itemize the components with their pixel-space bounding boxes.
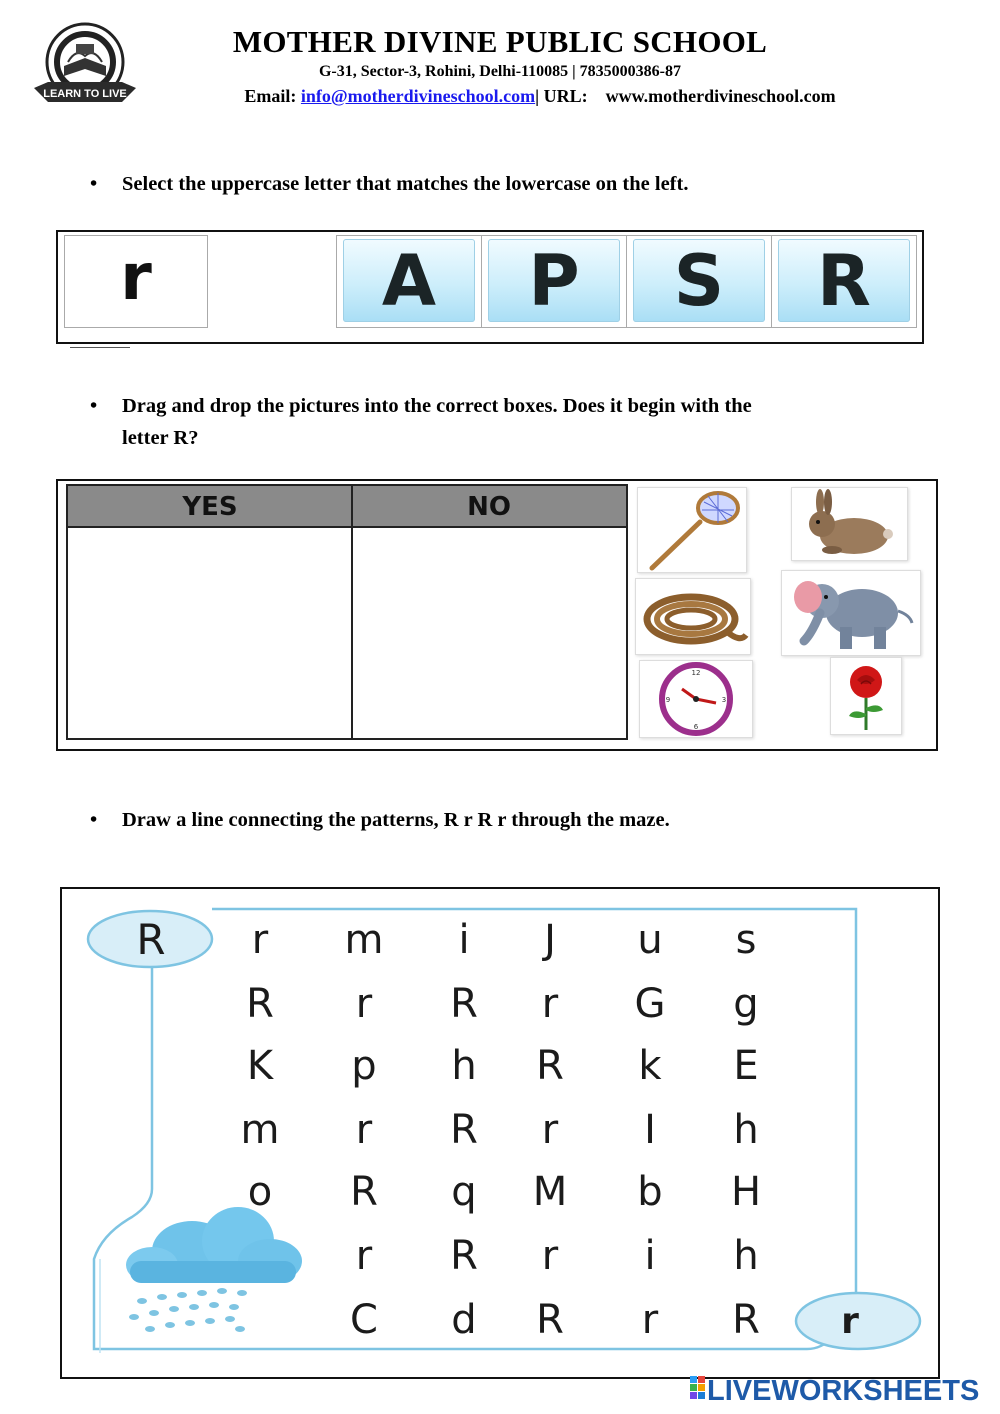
instruction-1-text: Select the uppercase letter that matches the lowercase on the left.: [122, 173, 689, 195]
maze-cell-letter: R: [246, 981, 274, 1027]
instruction-3: [90, 804, 890, 836]
bullet: •: [90, 173, 98, 195]
maze-cell-letter: h: [451, 1043, 477, 1089]
maze-cell-letter: q: [451, 1169, 477, 1215]
school-logo: [30, 22, 140, 110]
maze-cell-letter: r: [251, 917, 269, 963]
maze-cell-letter: R: [732, 1297, 760, 1343]
lowercase-letter-box: r: [64, 235, 208, 328]
option-slot-4: [771, 235, 917, 328]
liveworksheets-logo-icon: [690, 1376, 705, 1399]
maze-cell-letter: R: [450, 1107, 478, 1153]
svg-text:6: 6: [693, 723, 699, 731]
maze-cell-letter: r: [541, 981, 559, 1027]
option-p-button[interactable]: P: [488, 239, 620, 322]
maze-cell-letter: u: [637, 917, 663, 963]
maze-cell-letter: b: [637, 1169, 663, 1215]
maze-cell-letter: M: [532, 1169, 568, 1215]
net-icon[interactable]: [637, 487, 747, 573]
maze-path: [62, 889, 938, 1377]
svg-text:12: 12: [691, 669, 701, 677]
svg-text:9: 9: [665, 696, 671, 704]
maze-cell-letter: p: [351, 1043, 377, 1089]
instruction-2: [90, 390, 890, 454]
maze-cell-letter: s: [735, 917, 757, 963]
option-s-button[interactable]: S: [633, 239, 765, 322]
maze-end-letter: r: [841, 1301, 859, 1342]
clock-icon[interactable]: [639, 660, 753, 738]
maze-cell-letter: R: [450, 981, 478, 1027]
option-slot-2: [481, 235, 627, 328]
maze-cell-letter: r: [541, 1107, 559, 1153]
liveworksheets-brand: [690, 1372, 990, 1408]
maze-cell-letter: G: [634, 981, 666, 1027]
maze-cell-letter: J: [544, 917, 556, 963]
option-slot-3: [626, 235, 772, 328]
maze-cell-letter: r: [541, 1233, 559, 1279]
instruction-2-line1: Drag and drop the pictures into the correct boxes. Does it begin with the: [122, 395, 752, 417]
instruction-1: [90, 168, 890, 200]
yes-column-header: YES: [68, 486, 352, 528]
maze-cell-letter: K: [246, 1043, 274, 1089]
maze-cell-letter: I: [644, 1107, 656, 1153]
option-slot-1: [336, 235, 482, 328]
maze-cell-letter: R: [536, 1043, 564, 1089]
bullet: •: [90, 809, 98, 831]
svg-text:3: 3: [721, 696, 727, 704]
maze-cell-letter: d: [451, 1297, 477, 1343]
maze-cell-letter: E: [733, 1043, 759, 1089]
no-drop-zone[interactable]: [353, 528, 626, 738]
maze-cell-letter: r: [355, 1233, 373, 1279]
divider: [70, 347, 130, 348]
maze-cell-letter: g: [733, 981, 759, 1027]
maze-cell-letter: C: [350, 1297, 378, 1343]
maze-cell-letter: R: [536, 1297, 564, 1343]
maze-cell-letter: H: [730, 1169, 762, 1215]
no-column-header: NO: [352, 486, 626, 528]
rabbit-icon[interactable]: [791, 487, 908, 561]
maze-cell-letter: o: [247, 1169, 273, 1215]
instruction-3-text: Draw a line connecting the patterns, R r R r through the maze.: [122, 809, 670, 831]
maze-cell-letter: r: [355, 1107, 373, 1153]
yes-drop-zone[interactable]: [68, 528, 351, 738]
maze-cell-letter: m: [344, 917, 384, 963]
elephant-icon[interactable]: [781, 570, 921, 656]
maze-cell-letter: R: [450, 1233, 478, 1279]
school-name: MOTHER DIVINE PUBLIC SCHOOL: [232, 24, 768, 59]
rope-icon[interactable]: [635, 578, 751, 655]
maze-cell-letter: i: [644, 1233, 656, 1279]
instruction-2-line2: letter R?: [122, 427, 199, 449]
option-a-button[interactable]: A: [343, 239, 475, 322]
maze-cell-letter: r: [641, 1297, 659, 1343]
logo-ribbon-text: LEARN TO LIVE: [43, 88, 127, 100]
email-link[interactable]: info@motherdivineschool.com: [300, 86, 536, 106]
school-address: G-31, Sector-3, Rohini, Delhi-110085 | 7835000386-87: [318, 63, 682, 80]
maze-cell-letter: r: [355, 981, 373, 1027]
maze-cell-letter: R: [350, 1169, 378, 1215]
email-label: Email:: [244, 86, 297, 106]
url-text: www.motherdivineschool.com: [605, 86, 836, 106]
maze-cell-letter: h: [733, 1107, 759, 1153]
bullet: •: [90, 395, 98, 417]
rain-cloud-icon: [126, 1207, 302, 1332]
brand-text: LIVEWORKSHEETS: [707, 1375, 980, 1407]
sorting-table: [66, 484, 628, 740]
maze-start-letter: R: [136, 915, 166, 964]
maze-cell-letter: i: [458, 917, 470, 963]
maze-cell-letter: h: [733, 1233, 759, 1279]
maze-cell-letter: m: [240, 1107, 280, 1153]
rose-icon[interactable]: [830, 657, 902, 735]
maze-cell-letter: k: [638, 1043, 662, 1089]
school-contact: [140, 86, 940, 107]
option-r-button[interactable]: R: [778, 239, 910, 322]
url-label: | URL:: [535, 86, 588, 106]
